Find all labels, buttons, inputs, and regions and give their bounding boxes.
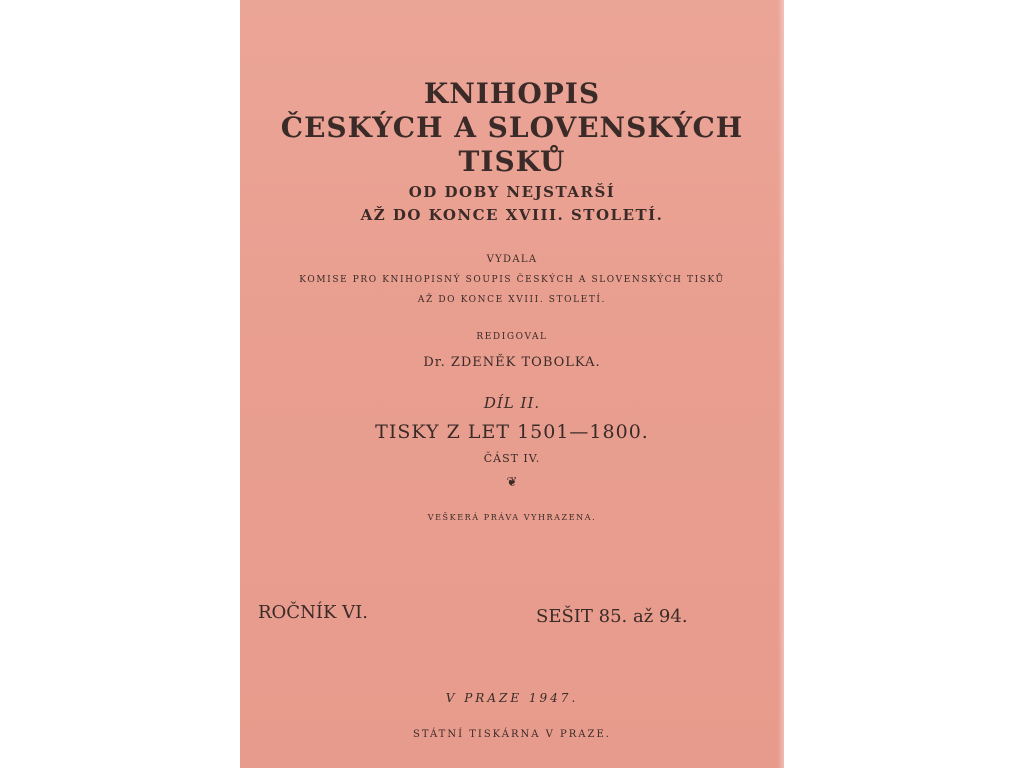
subtitle-line-1: OD DOBY NEJSTARŠÍ	[408, 183, 616, 201]
volume-label: DÍL II.	[483, 394, 541, 412]
ornament-icon: ❦	[506, 475, 518, 490]
issue-number: SEŠIT 85. až 94.	[536, 606, 688, 627]
publisher-line-2: AŽ DO KONCE XVIII. STOLETÍ.	[417, 295, 607, 305]
rights-notice: VEŠKERÁ PRÁVA VYHRAZENA.	[427, 513, 597, 522]
title-line-2: ČESKÝCH A SLOVENSKÝCH	[280, 111, 744, 144]
editor-name: Dr. ZDENĚK TOBOLKA.	[423, 355, 601, 370]
subtitle-line-2: AŽ DO KONCE XVIII. STOLETÍ.	[360, 206, 664, 224]
book-cover	[240, 0, 784, 768]
publisher-line-1: KOMISE PRO KNIHOPISNÝ SOUPIS ČESKÝCH A SLOVENSKÝCH TISKŮ	[299, 275, 725, 285]
year-volume: ROČNÍK VI.	[258, 602, 368, 623]
redigoval-label: REDIGOVAL	[476, 332, 548, 342]
vydala-label: VYDALA	[486, 254, 538, 265]
printer-name: STÁTNÍ TISKÁRNA V PRAZE.	[413, 729, 611, 740]
title-line-3: TISKŮ	[458, 145, 566, 178]
title-line-1: KNIHOPIS	[423, 77, 601, 110]
part-label: ČÁST IV.	[483, 452, 541, 465]
volume-title: TISKY Z LET 1501—1800.	[375, 421, 649, 443]
place-year: V PRAZE 1947.	[445, 691, 579, 705]
